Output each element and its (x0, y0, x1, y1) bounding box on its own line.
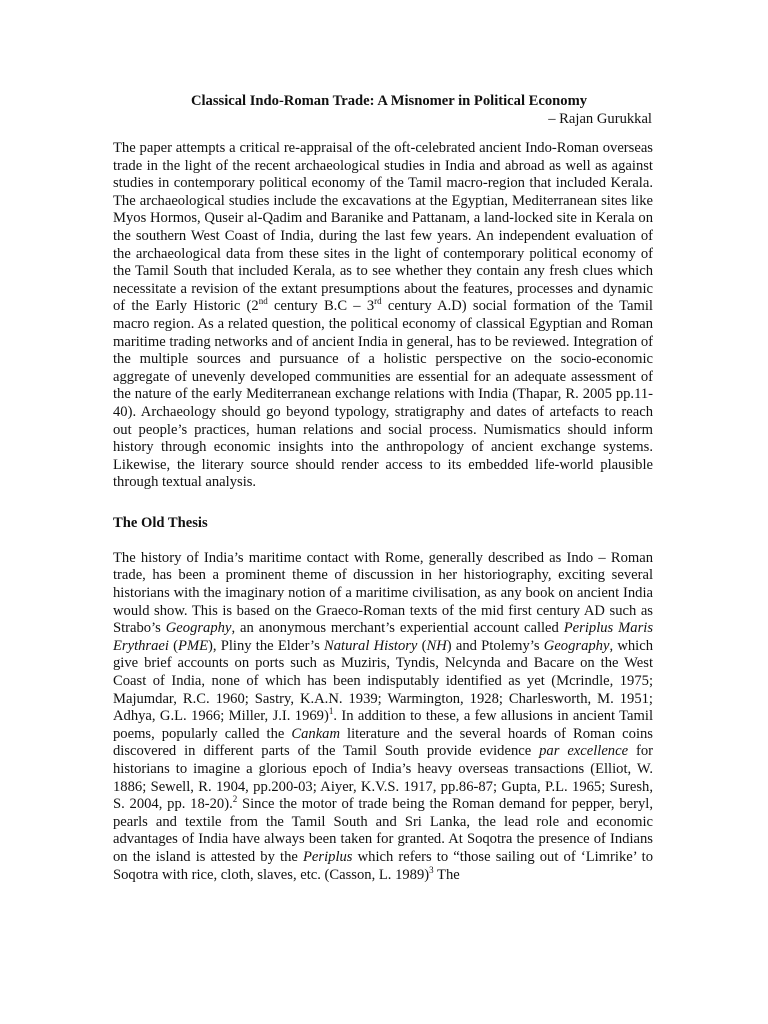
body-text: , an anonymous merchant’s experiential account called (231, 620, 564, 637)
body-text: The history of India’s maritime contact with Rome, generally described as Indo – Roman trade, has been a prominent theme of discussion in her historiography, exciting several historians with the imaginary notion of a maritime civilisation, as any book on ancient India would show. This is based on the Graeco-Roman texts of the mid first century AD such as Strabo’s (113, 549, 653, 637)
italic-title: Periplus Maris Erythraei (113, 620, 654, 654)
italic-title: Geography (543, 637, 610, 654)
body-paragraph (113, 550, 653, 884)
body-text: ( (417, 637, 427, 654)
body-text: which refers to “those sailing out of ‘Limrike’ to Soqotra with rice, cloth, slaves, etc. (Casson, L. 1989) (113, 848, 653, 883)
body-text: . In addition to these, a few allusions in ancient Tamil poems, popularly called the (113, 708, 653, 742)
body-text: , which give brief accounts on ports such as Muziris, Tyndis, Nelcynda and Bacare on the West Coast of India, none of which has been indisputably identified as yet (Mcrindle, 1975; Majumdar, R.C. 1960; Sastry, K.A.N. 1939; Warmington, 1928; Charlesworth, M. 1951; Adhya, G.L. 1966; Miller, J.I. 1969) (113, 637, 653, 725)
italic-abbrev: PME (178, 637, 209, 654)
footnote-marker: 2 (232, 794, 238, 805)
section-heading: The Old Thesis (113, 514, 208, 531)
author-line: – Rajan Gurukkal (548, 111, 652, 127)
body-text: ) and Ptolemy’s (446, 637, 544, 654)
abstract-text: century B.C – 3 (267, 298, 375, 315)
body-text: Since the motor of trade being the Roman demand for pepper, beryl, pearls and textile from the Tamil South and Sri Lanka, the lead role and economic advantages of India have always been taken for granted. At Soqotra the presence of Indians on the island is attested by the (113, 796, 653, 865)
italic-title: Natural History (323, 637, 418, 654)
italic-title: Periplus (303, 848, 353, 865)
body-text: The (433, 866, 460, 883)
italic-term: par excellence (539, 743, 629, 760)
ordinal-superscript: rd (374, 296, 382, 307)
italic-abbrev: NH (426, 637, 447, 654)
abstract-text: The paper attempts a critical re-appraisal of the oft-celebrated ancient Indo-Roman overseas trade in the light of the recent archaeological studies in India and abroad as well as against studies in contemporary political economy of the Tamil macro-region that included Kerala. The archaeological studies include the excavations at the Egyptian, Mediterranean sites like Myos Hormos, Quseir al-Qadim and Baranike and Pattanam, a land-locked site in Kerala on the southern West Coast of India, during the last few years. An independent evaluation of the archaeological data from these sites in the light of contemporary political economy of the Tamil South that included Kerala, as to see whether they contain any fresh clues which necessitate a revision of the extant presumptions about the features, processes and dynamic of the Early Historic (2 (113, 140, 653, 315)
footnote-marker: 1 (328, 706, 334, 717)
ordinal-superscript: nd (258, 296, 268, 307)
abstract-text: century A.D) social formation of the Tamil macro region. As a related question, the political economy of classical Egyptian and Roman maritime trading networks and of ancient India in general, has to be reviewed. Integration of the multiple sources and pursuance of a holistic perspective on the socio-economic aggregate of unevenly developed communities are essential for an adequate assessment of the nature of the early Mediterranean exchange relations with India (Thapar, R. 2005 pp.11-40). Archaeology should go beyond typology, stratigraphy and dates of artefacts to reach out people’s practices, human relations and social process. Numismatics should inform history through economic insights into the anthropology of ancient exchange systems. Likewise, the literary source should render access to its embedded life-world plausible through textual analysis. (113, 298, 653, 491)
italic-term: Cankam (291, 725, 341, 742)
abstract-paragraph (113, 140, 653, 492)
italic-title: Geography (165, 620, 232, 637)
body-text: for historians to imagine a glorious epoch of India’s heavy overseas transactions (Elliot, W. 1886; Sewell, R. 1904, pp.200-03; Aiyer, K.V.S. 1917, pp.86-87; Gupta, P.L. 1965; Suresh, S. 2004, pp. 18-20). (113, 743, 653, 813)
body-text: ), Pliny the Elder’s (208, 637, 324, 654)
body-text: literature and the several hoards of Roman coins discovered in different parts of the Tamil South provide evidence (113, 725, 653, 760)
paper-title: Classical Indo-Roman Trade: A Misnomer in Political Economy (190, 93, 588, 109)
footnote-marker: 3 (429, 864, 434, 875)
body-text: ( (168, 637, 179, 654)
